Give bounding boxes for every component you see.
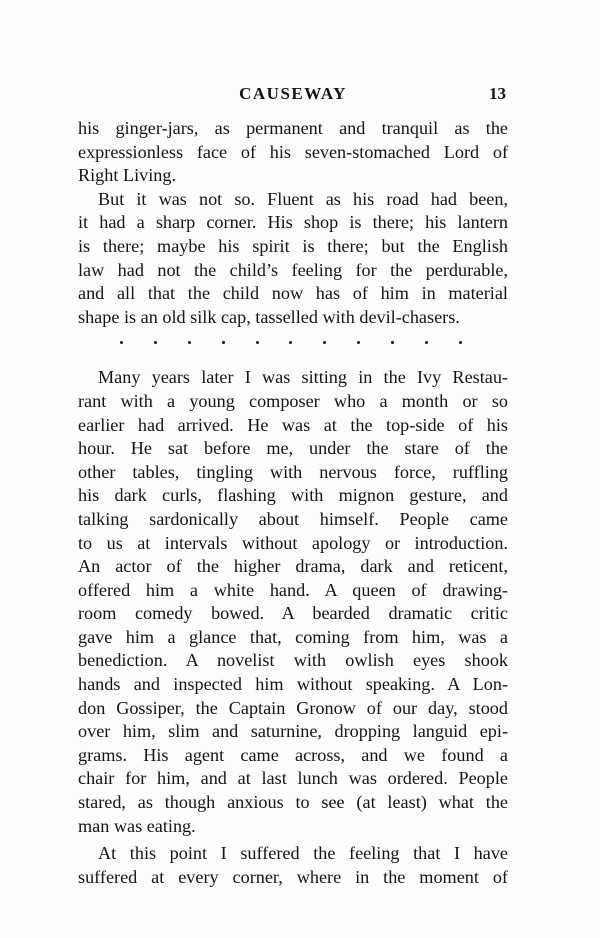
text-line: An actor of the higher drama, dark and reticent, (78, 556, 508, 577)
text-line: Right Living. (78, 165, 177, 186)
running-head: CAUSEWAY (239, 84, 347, 103)
text-line: At this point I suffered the feeling that I have (98, 843, 508, 864)
text-line: talking sardonically about himself. People came (78, 508, 508, 529)
text-line: benediction. A novelist with owlish eyes shook (78, 650, 508, 671)
ellipsis-dot (323, 341, 326, 344)
ellipsis-dot (357, 341, 360, 344)
text-line: it had a sharp corner. His shop is there; his lantern (78, 212, 508, 233)
paragraph-4 (78, 842, 508, 889)
text-line: over him, slim and saturnine, dropping languid epi- (78, 721, 508, 742)
text-line: room comedy bowed. A bearded dramatic critic (78, 603, 508, 624)
ellipsis-dot (425, 341, 428, 344)
text-line: other tables, tingling with nervous force, ruffling (78, 461, 508, 482)
text-line: shape is an old silk cap, tasselled with devil-chasers. (78, 306, 460, 327)
text-line: hands and inspected him without speaking. A Lon- (78, 674, 508, 695)
text-line: gave him a glance that, coming from him, was a (78, 626, 508, 647)
text-line: his dark curls, flashing with mignon gesture, and (78, 485, 508, 506)
page-header (78, 84, 508, 108)
body-text (78, 117, 508, 889)
paragraph-2 (78, 188, 508, 330)
text-line: don Gossiper, the Captain Gronow of our day, stood (78, 697, 508, 718)
text-line: earlier had arrived. He was at the top-side of his (78, 414, 508, 435)
ellipsis-dot (391, 341, 394, 344)
ellipsis-dot (188, 341, 191, 344)
text-line: to us at intervals without apology or introduction. (78, 532, 508, 553)
text-line: man was eating. (78, 815, 196, 836)
ellipsis-dot (154, 341, 157, 344)
text-line: chair for him, and at last lunch was ordered. People (78, 768, 508, 789)
paragraph-1 (78, 117, 508, 188)
ellipsis-dot (120, 341, 123, 344)
text-line: suffered at every corner, where in the moment of (78, 866, 508, 887)
text-line: his ginger-jars, as permanent and tranquil as the (78, 118, 508, 138)
text-line: is there; maybe his spirit is there; but the English (78, 235, 508, 256)
text-line: stared, as though anxious to see (at least) what the (78, 792, 508, 813)
text-line: law had not the child’s feeling for the perdurable, (78, 259, 508, 280)
text-line: offered him a white hand. A queen of drawing- (78, 579, 508, 600)
ellipsis-dot (289, 341, 292, 344)
text-line: expressionless face of his seven-stomached Lord of (78, 141, 508, 162)
text-line: But it was not so. Fluent as his road had been, (98, 188, 508, 209)
page-number: 13 (489, 84, 506, 103)
ellipsis-dot (256, 341, 259, 344)
section-break (78, 331, 508, 354)
text-line: Many years later I was sitting in the Ivy Restau- (98, 367, 508, 388)
text-line: hour. He sat before me, under the stare of the (78, 438, 508, 459)
text-line: rant with a young composer who a month or so (78, 390, 508, 411)
ellipsis-dot (222, 341, 225, 344)
text-line: and all that the child now has of him in material (78, 283, 508, 304)
ellipsis-dot (459, 341, 462, 344)
paragraph-3 (78, 366, 508, 838)
text-line: grams. His agent came across, and we found a (78, 744, 508, 765)
